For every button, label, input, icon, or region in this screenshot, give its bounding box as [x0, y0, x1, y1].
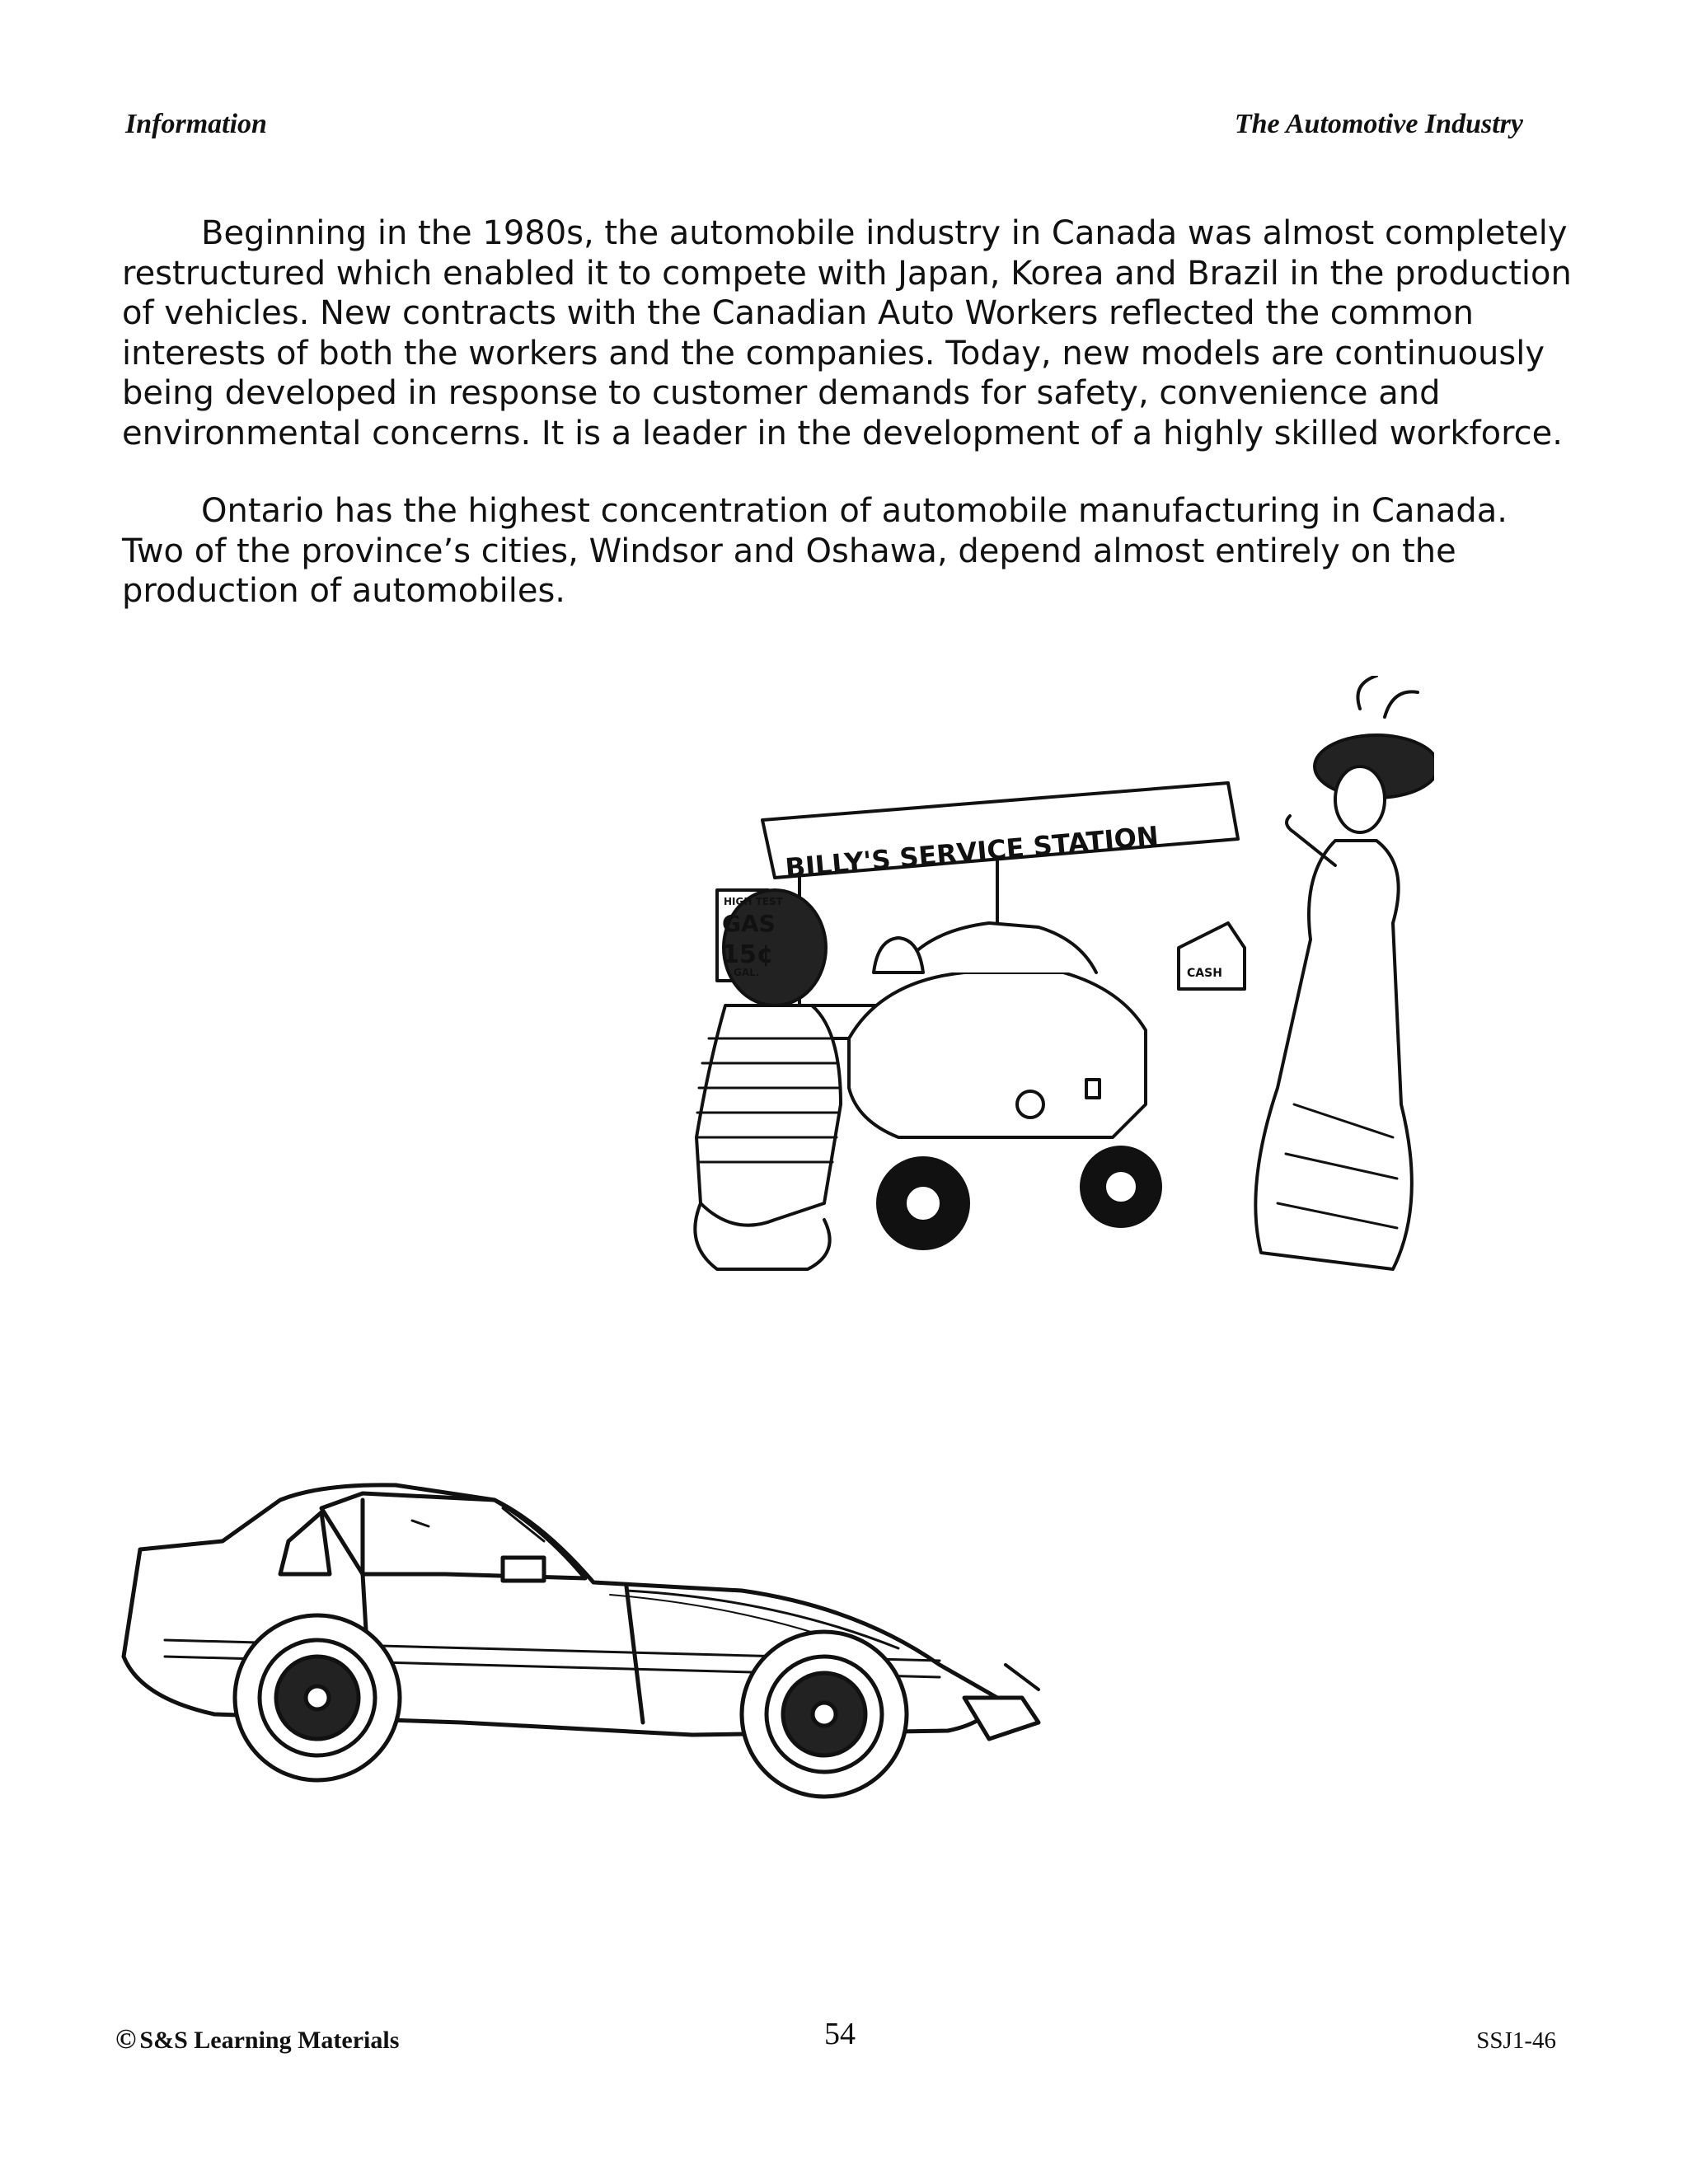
publisher-credit: [115, 2024, 399, 2055]
publisher-name: S&S Learning Materials: [139, 2027, 400, 2054]
text-line: Two of the province’s cities, Windsor and Oshawa, depend almost entirely on the: [122, 532, 1456, 570]
text-line: environmental concerns. It is a leader in the development of a highly skilled workforce.: [122, 414, 1563, 452]
sports-car-illustration: [115, 1451, 1187, 1813]
text-line: of vehicles. New contracts with the Canadian Auto Workers reflected the common: [122, 294, 1474, 332]
station-sign-text: BILLY'S SERVICE STATION: [784, 820, 1160, 884]
page-number: 54: [824, 2017, 856, 2051]
topic-title: The Automotive Industry: [1234, 109, 1523, 139]
cash-box-text: CASH: [1187, 967, 1222, 980]
copyright-icon: ©: [115, 2024, 137, 2055]
gas-price-text: 15¢: [722, 940, 774, 969]
paragraph-1: [122, 213, 1572, 453]
text-line: being developed in response to customer demands for safety, convenience and: [122, 374, 1441, 412]
gas-sign-text: GAS: [722, 910, 776, 937]
paragraph-2: [122, 491, 1556, 612]
text-line: restructured which enabled it to compete with Japan, Korea and Brazil in the production: [122, 254, 1572, 293]
text-line: Ontario has the highest concentration of automobile manufacturing in Canada.: [201, 492, 1507, 530]
gas-sign-small: HIGH TEST: [724, 896, 783, 907]
gas-unit-text: GAL.: [734, 967, 760, 978]
text-line: production of automobiles.: [122, 572, 566, 610]
text-line: Beginning in the 1980s, the automobile industry in Canada was almost completely: [201, 214, 1568, 252]
product-code: SSJ1-46: [1476, 2027, 1556, 2054]
text-line: interests of both the workers and the companies. Today, new models are continuously: [122, 334, 1545, 373]
service-station-illustration: [651, 676, 1434, 1302]
section-label: Information: [125, 109, 267, 139]
